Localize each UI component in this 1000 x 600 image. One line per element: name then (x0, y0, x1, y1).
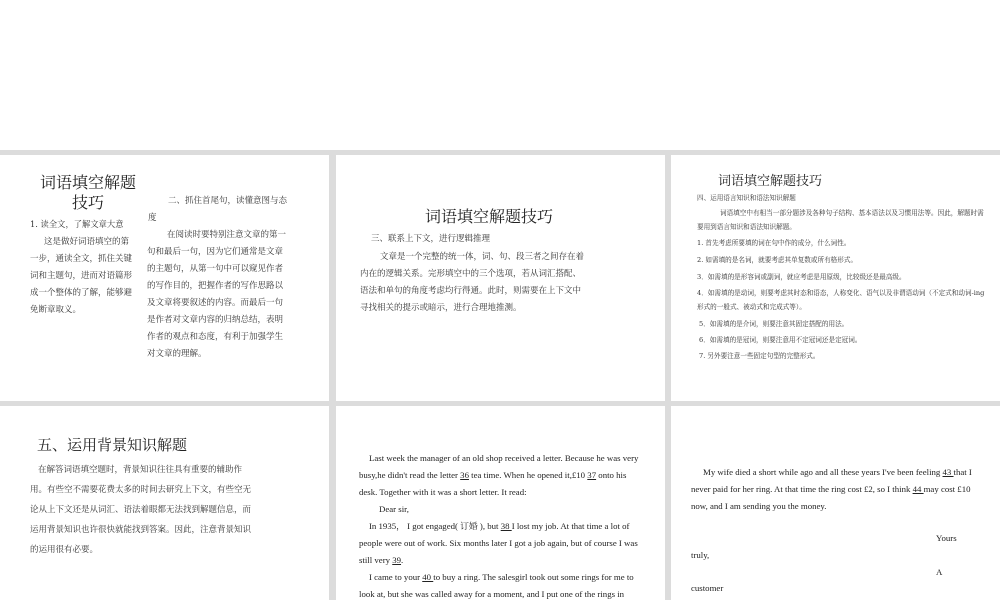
letter-closing: Yours (936, 533, 957, 543)
blank-44[interactable]: 44 (912, 484, 924, 494)
slide-5[interactable] (336, 406, 665, 600)
passage-text: My wife died a short while ago and all these years I've been feeling (703, 467, 943, 477)
blank-36[interactable]: 36 (460, 470, 469, 480)
section-body: 词语填空中有相当一部分题涉及各种句子结构、基本语法以及习惯用法等。因此，解题时需要用到语言知识和语法知识解题。 (697, 209, 984, 231)
slide-title: 词语填空解题技巧 (718, 174, 823, 189)
section-heading: 1. 读全文，了解文章大意 (30, 219, 124, 229)
list-item: 4．如需填的是动词，则要考虑其时态和语态，人称变化、语气以及非谓语动词（不定式和动词-ing 形式的一般式、被动式和完成式等）。 (697, 289, 985, 311)
slide-title: 词语填空解题技巧 (424, 207, 553, 226)
slide-6[interactable] (671, 406, 1000, 600)
passage-text: Last week the manager of an old shop received a letter. Because he was very busy,he didn't read the letter (359, 453, 639, 480)
section-body: 在阅读时要特别注意文章的第一句和最后一句，因为它们通常是文章的主题句，从第一句中可以窥见作者的写作目的，把握作者的写作思路以及文章将要叙述的内容。而最后一句是作者对文章内容的归纳总结，表明作者的观点和态度，有利于加强学生对文章的理解。 (147, 230, 287, 359)
section-body: 在解答词语填空题时，背景知识往往具有重要的辅助作用。有些空不需要花费太多的时间去研究上下文，有些空无论从上下文还是从词汇、语法着眼都无法找到解题信息，而运用背景知识也许很快就能找到答案。因此，注意背景知识的运用很有必要。 (30, 465, 252, 555)
passage-paragraph (691, 464, 976, 515)
passage-text: that I never paid for her ring. At that time the ring cost £2, so I think (691, 467, 972, 494)
blank-40[interactable]: 40 (422, 572, 434, 582)
blank-37[interactable]: 37 (587, 470, 597, 480)
passage-paragraph (359, 450, 645, 501)
letter-signature: A (936, 567, 943, 577)
list-item: 5．如需填的是介词，则要注意其固定搭配的用法。 (699, 320, 849, 328)
slide-4[interactable] (0, 406, 329, 600)
section-body: 这是做好词语填空的第一步，通读全文，抓住关键词和主题句，进而对语篇形成一个整体的了解，能够避免断章取义。 (30, 237, 133, 315)
passage-text: I lost my job. At that time a lot of people were out of work. Six months later I got a job again, but of course I was still very (359, 521, 638, 565)
list-item: 2. 如需填的是名词，就要考虑其单复数或所有格形式。 (697, 256, 858, 264)
passage-text: to buy a ring. The salesgirl took out some rings for me to look at, but she was called away for a moment, and I put one of the rings in (359, 572, 634, 599)
passage-text: tea time. When he opened it,£10 (468, 470, 588, 480)
passage-text: onto his desk. Together with it was a short letter. It read: (359, 470, 627, 497)
passage-text: may cost £10 now, and I am sending you the money. (691, 484, 971, 511)
section-heading: 四、运用语言知识和语法知识解题 (697, 194, 796, 202)
slide-title: 词语填空解题技巧 (39, 173, 136, 212)
slide-1[interactable] (0, 155, 329, 401)
slide-title: 五、运用背景知识解题 (37, 436, 188, 454)
section-heading: 三、联系上下文，进行逻辑推理 (371, 234, 491, 244)
section-body: 文章是一个完整的统一体，词、句、段三者之间存在着内在的逻辑关系。完形填空中的三个选项，若从词汇搭配、语法和单句的角度考虑均行得通。此时，则需要在上下文中寻找相关的提示或暗示，进行合理地推测。 (360, 252, 585, 313)
letter-salutation: Dear sir, (379, 504, 409, 514)
list-item: 1. 首先考虑所要填的词在句中作的成分，什么词性。 (697, 239, 851, 247)
slide-2[interactable] (336, 155, 665, 401)
passage-text: . (401, 555, 404, 565)
top-blank-area (0, 0, 1000, 150)
list-item: 7. 另外要注意一些固定句型的完整形式。 (699, 352, 820, 360)
section-heading: 二、抓住首尾句，读懂意图与态度 (148, 196, 288, 223)
passage-paragraph (359, 569, 647, 600)
passage-text: I came to your (369, 572, 423, 582)
passage-text: In 1935， I got engaged( 订婚 ), but (369, 521, 501, 531)
passage-paragraph (359, 518, 647, 569)
blank-39[interactable]: 39 (392, 555, 402, 565)
list-item: 3．如需填的是形容词或副词，就应考虑是用原级，比较级还是最高级。 (697, 273, 906, 281)
letter-signature: customer (691, 583, 724, 593)
list-item: 6．如需填的是冠词，则要注意用不定冠词还是定冠词。 (699, 336, 862, 344)
blank-43[interactable]: 43 (942, 467, 954, 477)
slide-grid (0, 150, 1000, 600)
blank-38[interactable]: 38 (500, 521, 512, 531)
slide-3[interactable] (671, 155, 1000, 401)
letter-closing: truly, (691, 550, 710, 560)
